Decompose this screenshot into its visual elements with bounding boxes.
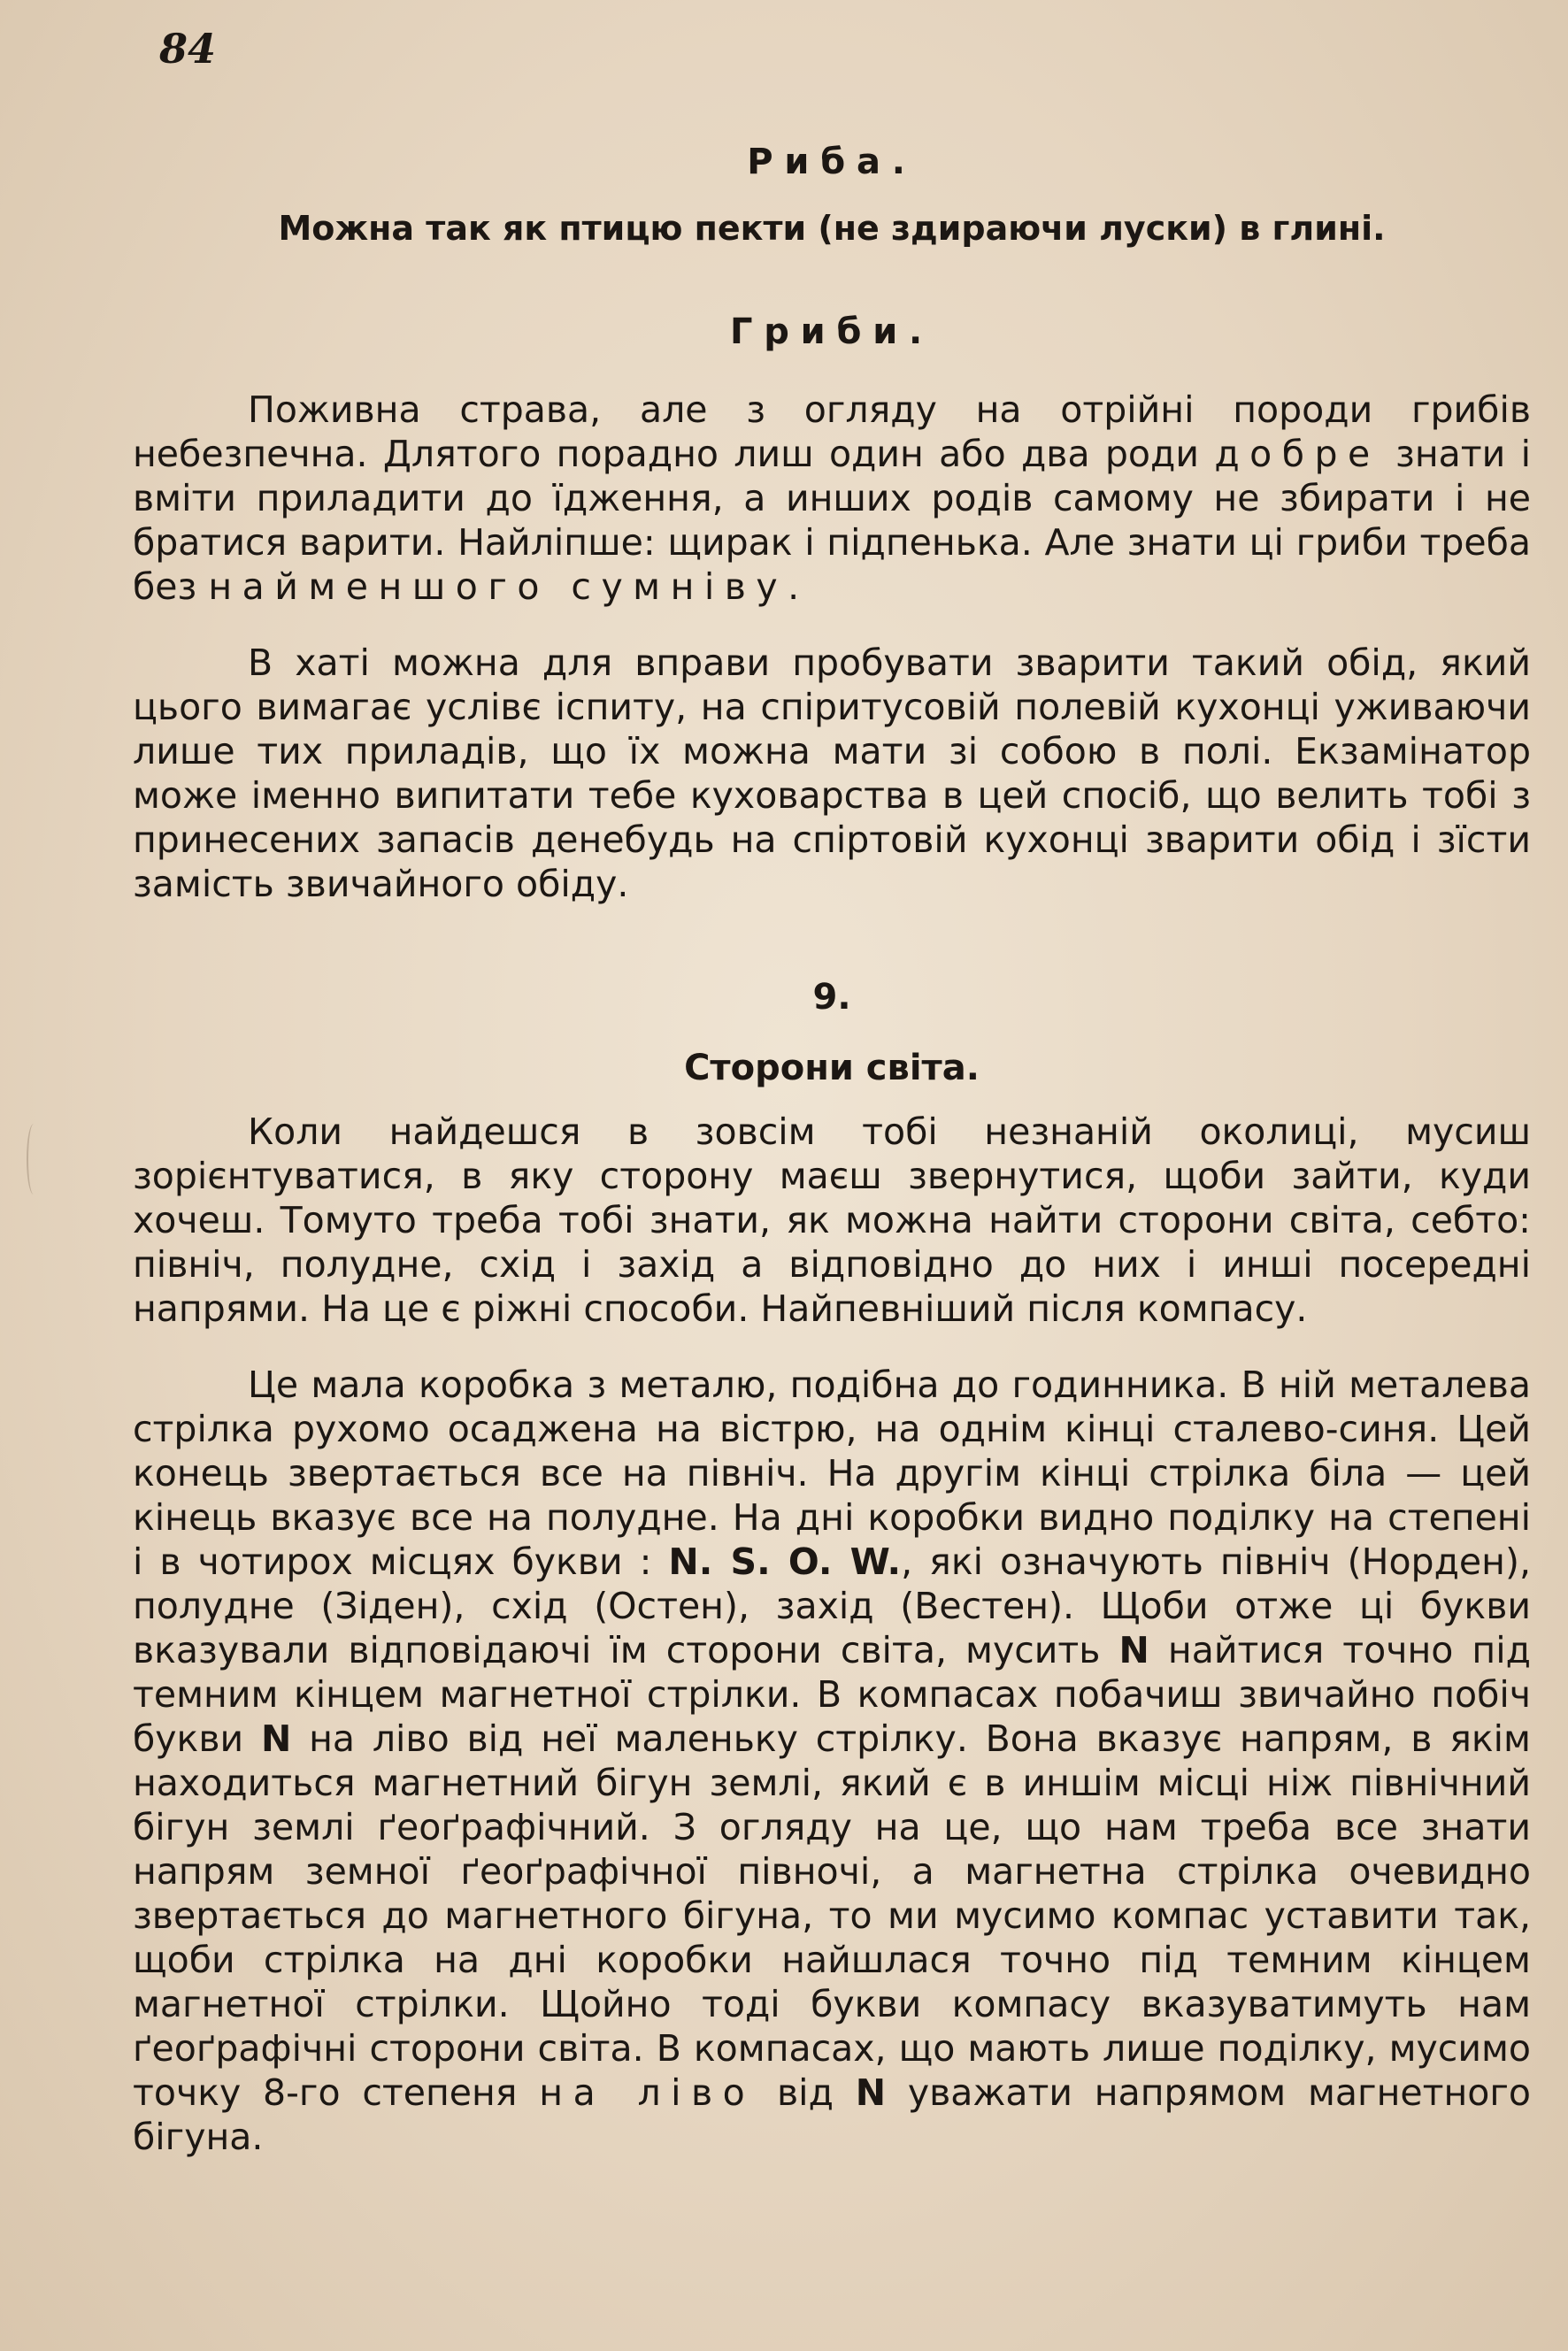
- letter-n: N: [855, 2071, 887, 2114]
- compass-paragraph: [133, 1363, 1531, 2159]
- emphasized-text: добре: [1214, 433, 1380, 475]
- page-number: 84: [159, 25, 217, 73]
- mushrooms-paragraph-1: [133, 388, 1531, 609]
- text-run: .: [788, 565, 800, 608]
- mushrooms-heading: Гриби.: [729, 311, 934, 352]
- page-smudge: [27, 1124, 41, 1195]
- section-number: 9.: [812, 977, 851, 1018]
- text-run: Поживна страва, але з огляду на отрійні породи грибів небезпечна. Длятого порадно лиш один або два роди: [133, 388, 1531, 475]
- letter-n: N: [1118, 1629, 1149, 1671]
- text-run: уважати напрямом магнетного бігуна.: [133, 2071, 1532, 2158]
- fish-heading: Риба.: [747, 142, 917, 182]
- text-run: від: [755, 2071, 856, 2114]
- emphasized-text: на ліво: [539, 2071, 756, 2114]
- fish-text: Можна так як птицю пекти (не здираючи луски) в глині.: [278, 209, 1386, 248]
- page-content: [133, 142, 1531, 2159]
- section-heading: Сторони світа.: [684, 1048, 980, 1088]
- letter-n: N: [260, 1717, 292, 1760]
- mushrooms-paragraph-2: В хаті можна для вправи пробувати зварити такий обід, який цього вимагає услівє іспиту, на спіритусовій полевій кухонці уживаючи лише тих приладів, що їх можна мати зі собою в полі. Екзамінатор може іменно випитати тебе куховарства в цей спосіб, що велить тобі з принесених запасів денебудь на спіртовій кухонці зварити обід і зїсти замість звичайного обіду.: [133, 642, 1531, 905]
- emphasized-text: найменшого сумніву: [208, 565, 788, 608]
- directions-paragraph-1: Коли найдешся в зовсім тобі незнаній околиці, мусиш зорієнтуватися, в яку сторону маєш звернутися, щоби зайти, куди хочеш. Томуто треба тобі знати, як можна найти сторони світа, себто: північ, полудне, схід і захід а відповідно до них і инші посередні напрями. На це є ріжні способи. Найпевніший після компасу.: [133, 1110, 1531, 1330]
- text-run: Це мала коробка з металю, подібна до годинника. В ній металева стрілка рухомо осаджена на вістрю, на однім кінці сталево-синя. Цей конець звертається все на північ. На другім кінці стрілка біла — цей кінець вказує все на полудне. На дні коробки видно поділку на степені і в чотирох місцях букви :: [133, 1364, 1531, 1583]
- compass-letters: N. S. O. W.: [668, 1540, 902, 1583]
- text-run: знати і вміти приладити до їдження, а инших родів самому не збирати і не братися варити. Найліпше: щирак і підпенька. Але знати ці гриби треба без: [133, 433, 1531, 608]
- text-run: , які означують північ (Норден), полудне (Зіден), схід (Остен), захід (Вестен). Щоби отже ці букви вказували відповідаючі їм сторони світа, мусить: [133, 1540, 1531, 1671]
- text-run: на ліво від неї маленьку стрілку. Вона вказує напрям, в якім находиться магнетний бігун землі, який є в иншім місці ніж північний бігун землі ґеоґрафічний. З огляду на це, що нам треба все знати напрям земної ґеоґрафічної півночі, а магнетна стрілка очевидно звертається до магнетного бігуна, то ми мусимо компас уставити так, щоби стрілка на дні коробки найшлася точно під темним кінцем магнетної стрілки. Щойно тоді букви компасу вказуватимуть нам ґеоґрафічні сторони світа. В компасах, що мають лише поділку, мусимо точку 8-го степеня: [133, 1717, 1531, 2114]
- text-run: найтися точно під темним кінцем магнетної стрілки. В компасах побачиш звичайно побіч букви: [133, 1629, 1531, 1760]
